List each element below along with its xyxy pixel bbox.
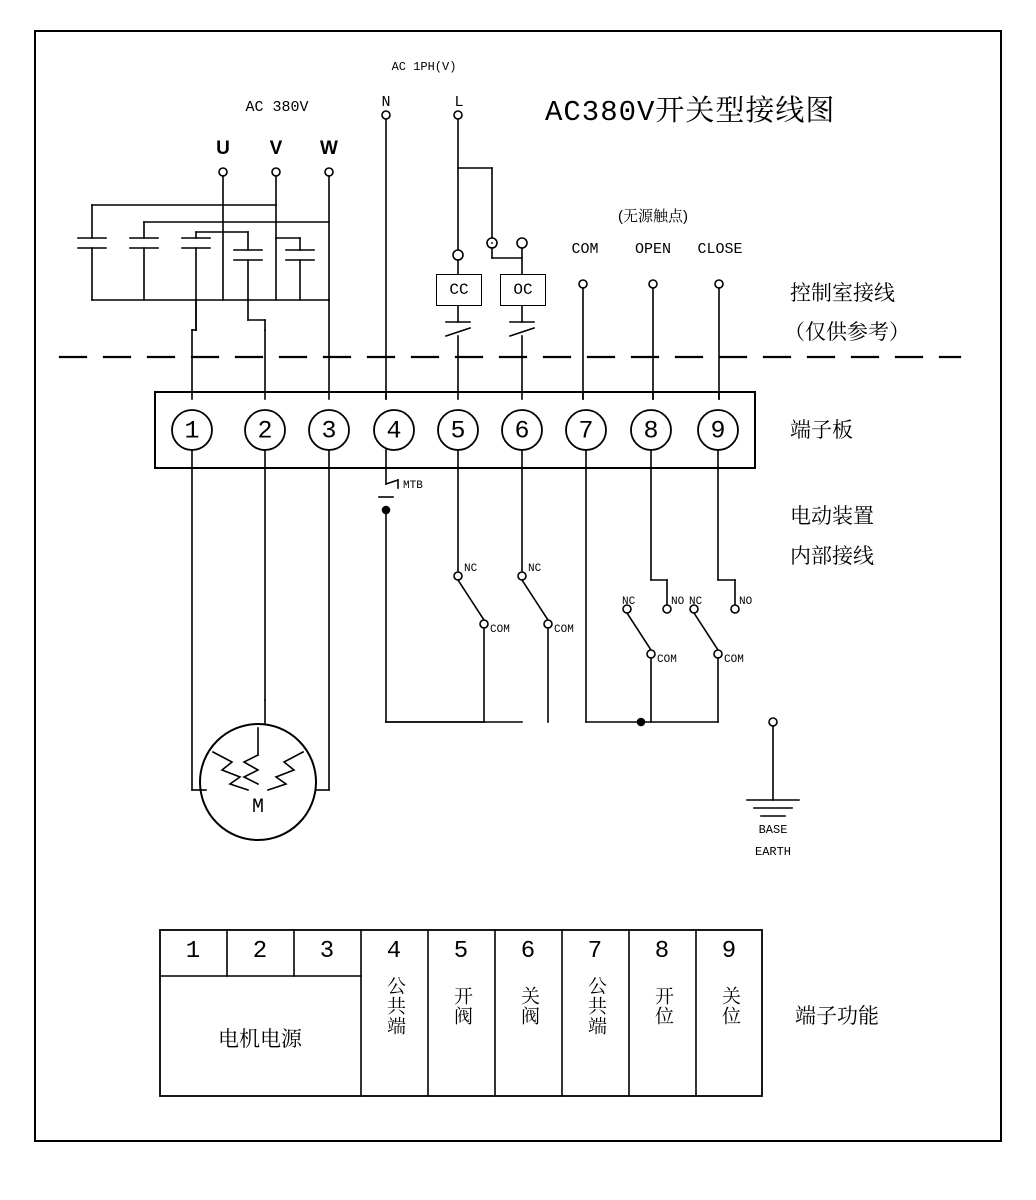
page-title: AC380V开关型接线图 [545,96,836,129]
open-label: OPEN [634,241,672,258]
switch8-nc-label: NC [622,596,636,608]
table-number-4: 4 [386,938,402,965]
table-number-6: 6 [520,938,536,965]
switch5-nc-label: NC [464,563,478,575]
ac380v-label: AC 380V [245,99,309,116]
table-number-7: 7 [587,938,603,965]
control-room-label: 控制室接线 [790,282,895,305]
neutral-label: N [381,94,391,111]
terminal-number-3: 3 [321,416,337,446]
table-function-9: 关位 [718,986,740,1026]
table-function-5: 开阀 [450,986,472,1026]
switch6-com-label: COM [554,624,574,636]
internal-wiring-label-2: 内部接线 [790,545,874,568]
cc-coil-box: CC [436,274,482,306]
phase-w-label: W [320,138,338,159]
dry-contact-note: (无源触点) [618,208,688,225]
table-function-7: 公共端 [584,976,606,1036]
switch9-com-label: COM [724,654,744,666]
phase-u-label: U [216,138,230,159]
earth-label-2: EARTH [754,845,792,859]
earth-label-1: BASE [758,823,788,837]
close-label: CLOSE [697,241,743,258]
terminal-board-label: 端子板 [790,419,853,442]
switch8-com-label: COM [657,654,677,666]
motor-label: M [251,796,265,819]
switch5-com-label: COM [490,624,510,636]
live-label: L [454,94,464,111]
switch8-no-label: NO [671,596,685,608]
switch9-nc-label: NC [689,596,703,608]
oc-coil-box: OC [500,274,546,306]
table-number-2: 2 [252,938,268,965]
table-number-9: 9 [721,938,737,965]
switch9-no-label: NO [739,596,753,608]
table-number-1: 1 [185,938,201,965]
terminal-number-6: 6 [514,416,530,446]
table-motor-power-label: 电机电源 [218,1028,302,1051]
switch6-nc-label: NC [528,563,542,575]
table-number-5: 5 [453,938,469,965]
terminal-number-9: 9 [710,416,726,446]
table-function-8: 开位 [651,986,673,1026]
ac1ph-label: AC 1PH(V) [391,60,457,74]
table-function-4: 公共端 [383,976,405,1036]
terminal-function-label: 端子功能 [795,1005,879,1028]
terminal-number-2: 2 [257,416,273,446]
internal-wiring-label-1: 电动装置 [790,505,874,528]
control-room-note: （仅供参考） [784,321,910,344]
phase-v-label: V [269,138,283,159]
terminal-number-4: 4 [386,416,402,446]
table-number-8: 8 [654,938,670,965]
com-label: COM [571,241,599,258]
terminal-number-7: 7 [578,416,594,446]
terminal-number-8: 8 [643,416,659,446]
table-function-6: 关阀 [517,986,539,1026]
terminal-number-1: 1 [184,416,200,446]
table-number-3: 3 [319,938,335,965]
mtb-label: MTB [403,480,423,492]
terminal-number-5: 5 [450,416,466,446]
